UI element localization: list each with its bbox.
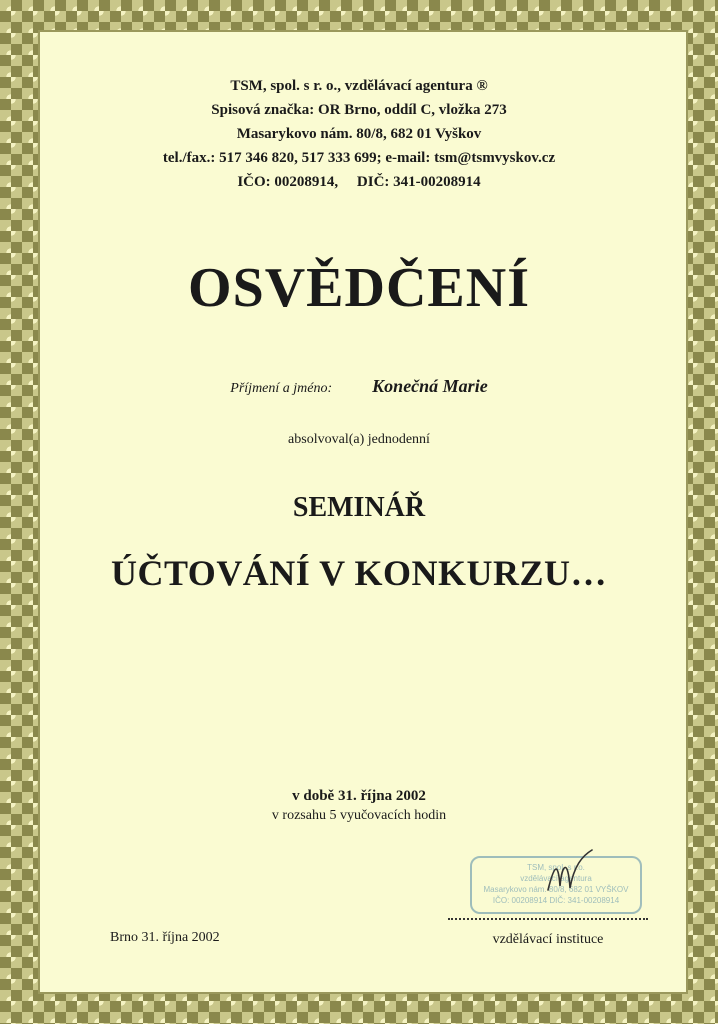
stamp-line-1: TSM, spol. s r.o. [527,863,585,872]
seminar-label: SEMINÁŘ [292,492,426,523]
place-and-date: Brno 31. října 2002 [110,930,220,945]
seminar-name: ÚČTOVÁNÍ V KONKURZU… [110,553,608,593]
seminar-date: v době 31. října 2002 [292,788,426,804]
issuer-contact: tel./fax.: 517 346 820, 517 333 699; e-mail: tsm@tsmvyskov.cz [162,150,556,166]
completion-text: absolvoval(a) jednodenní [288,432,430,447]
dic-number: DIČ: 341-00208914 [356,174,481,190]
recipient-row [0,376,718,397]
signature-mark [540,846,600,906]
ico-number: IČO: 00208914, [237,174,339,190]
institution-label: vzdělávací instituce [492,932,604,947]
seminar-hours: v rozsahu 5 vyučovacích hodin [271,808,447,823]
issuer-address: Masarykovo nám. 80/8, 682 01 Vyškov [236,126,482,142]
signature-line [448,918,648,920]
issuer-name: TSM, spol. s r. o., vzdělávací agentura ® [230,78,488,94]
stamp-line-2: vzdělávací agentura [520,874,592,883]
recipient-name: Konečná Marie [372,376,488,396]
certificate-title: OSVĚDČENÍ [188,257,530,319]
tax-ids [0,170,718,194]
registration-info: Spisová značka: OR Brno, oddíl C, vložka 273 [211,102,507,118]
recipient-label: Příjmení a jméno: [230,381,333,396]
stamp-line-4: IČO: 00208914 DIČ: 341-00208914 [492,896,620,905]
issuer-header [0,74,718,194]
stamp-line-3: Masarykovo nám. 80/8, 682 01 VYŠKOV [483,885,629,894]
